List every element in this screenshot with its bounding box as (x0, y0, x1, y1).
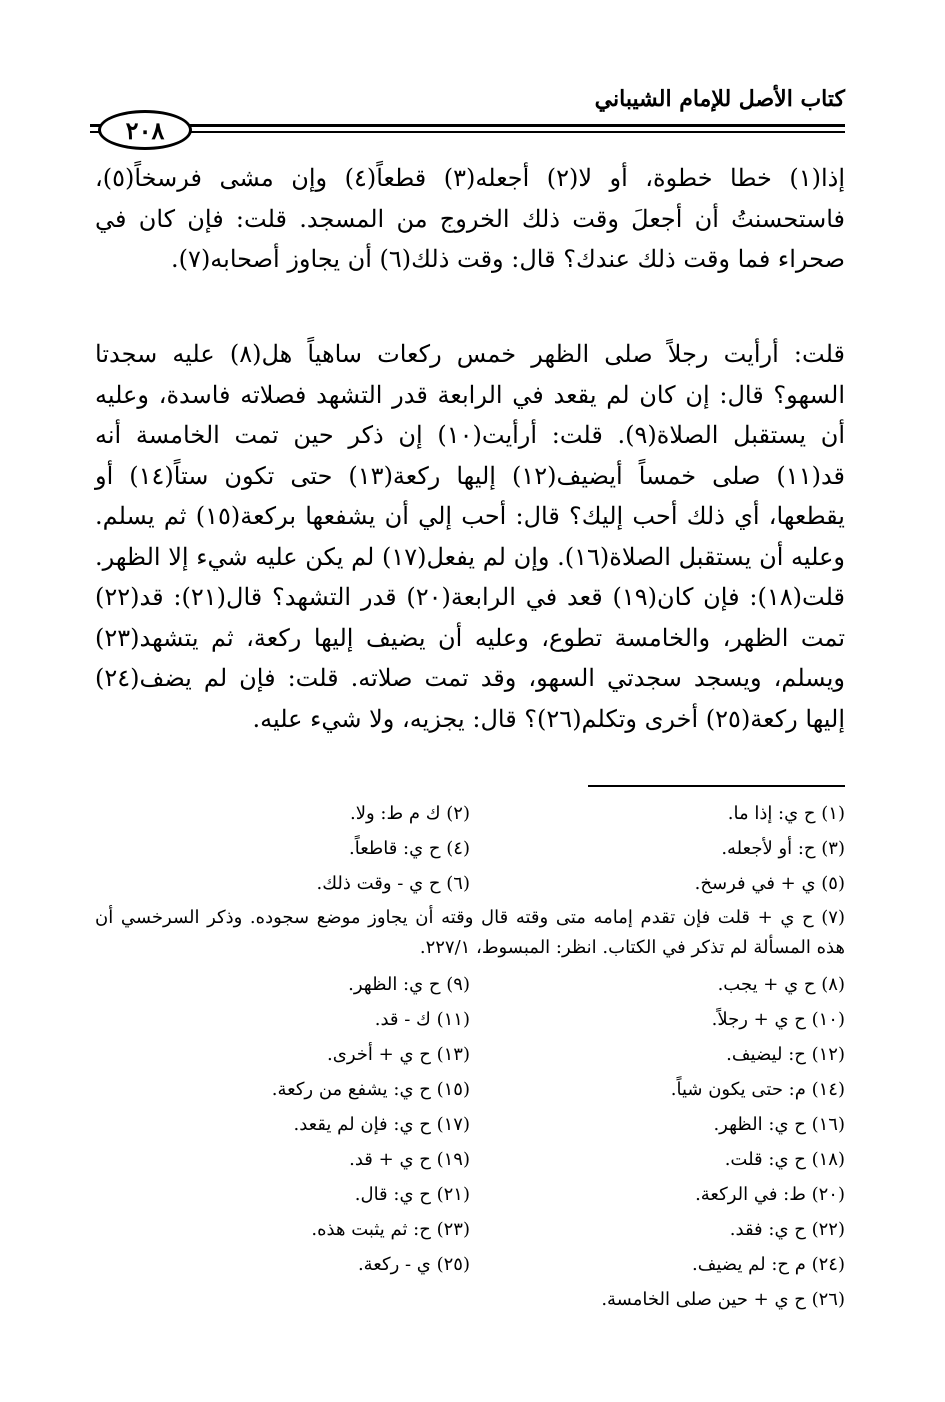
footnote-10: (١٠) ح ي + رجلاً. (711, 1009, 845, 1030)
footnote-row (95, 1247, 845, 1282)
header-rule (90, 124, 845, 127)
footnote-7: (٧) ح ي + قلت فإن تقدم إمامه متى وقته قال وقته أن يجاوز موضع سجوده. وذكر السرخسي أن هذه المسألة لم تذكر في الكتاب. انظر: المبسوط، ٢٢٧/١. (95, 907, 845, 958)
footnote-1: (١) ح ي: إذا ما. (727, 803, 845, 824)
footnote-row (95, 1282, 845, 1317)
footnote-14: (١٤) م: حتى يكون شياً. (670, 1079, 845, 1100)
paragraph-1 (95, 158, 845, 280)
footnote-21: (٢١) ح ي: قال. (354, 1184, 470, 1205)
footnote-row (95, 866, 845, 901)
footnote-18: (١٨) ح ي: قلت. (724, 1149, 845, 1170)
footnote-25: (٢٥) ي - ركعة. (357, 1254, 470, 1275)
footnote-3: (٣) ح: أو لأجعله. (721, 838, 845, 859)
paragraph-2 (95, 334, 845, 739)
footnote-23: (٢٣) ح: ثم يثبت هذه. (311, 1219, 470, 1240)
footnote-row (95, 967, 845, 1002)
footnote-row (95, 1037, 845, 1072)
footnote-15: (١٥) ح ي: يشفع من ركعة. (271, 1079, 470, 1100)
footnote-9: (٩) ح ي: الظهر. (348, 974, 470, 995)
footnote-19: (١٩) ح ي + قد. (349, 1149, 470, 1170)
footnote-empty (95, 1282, 470, 1317)
footnote-4: (٤) ح ي: قاطعاً. (349, 838, 470, 859)
footnote-separator (588, 785, 845, 787)
footnote-row (95, 1212, 845, 1247)
book-title: كتاب الأصل للإمام الشيباني (594, 86, 845, 112)
footnotes (95, 796, 845, 1317)
paragraph-1-text: إذا(١) خطا خطوة، أو لا(٢) أجعله(٣) قطعاً(٤) وإن مشى فرسخاً(٥)، فاستحسنتُ أن أجعلَ وقت ذلك الخروج من المسجد. قلت: فإن كان في صحراء فما وقت ذلك عندك؟ قال: وقت ذلك(٦) أن يجاوز أصحابه(٧). (95, 164, 845, 273)
footnote-row (95, 831, 845, 866)
footnote-row (95, 1142, 845, 1177)
footnote-24: (٢٤) م ح: لم يضيف. (692, 1254, 845, 1275)
header-rule-thin (90, 131, 845, 133)
page-header (90, 84, 845, 144)
footnote-13: (١٣) ح ي + أخرى. (327, 1044, 470, 1065)
footnote-2: (٢) ك م ط: ولا. (350, 803, 470, 824)
paragraph-2-text: قلت: أرأيت رجلاً صلى الظهر خمس ركعات ساهياً هل(٨) عليه سجدتا السهو؟ قال: إن كان لم يقعد في الرابعة قدر التشهد فصلاته فاسدة، وعليه أن يستقبل الصلاة(٩). قلت: أرأيت(١٠) إن ذكر حين تمت الخامسة أنه قد(١١) صلى خمساً أيضيف(١٢) إليها ركعة(١٣) حتى تكون ستاً(١٤) أو يقطعها، أي ذلك أحب إليك؟ قال: أحب إلي أن يشفعها بركعة(١٥) ثم يسلم. وعليه أن يستقبل الصلاة(١٦). وإن لم يفعل(١٧) لم يكن عليه شيء إلا الظهر. قلت(١٨): فإن كان(١٩) قعد في الرابعة(٢٠) قدر التشهد؟ قال(٢١): قد(٢٢) تمت الظهر، والخامسة تطوع، وعليه أن يضيف إليها ركعة، ثم يتشهد(٢٣) ويسلم، ويسجد سجدتي السهو، وقد تمت صلاته. قلت: فإن لم يضف(٢٤) إليها ركعة(٢٥) أخرى وتكلم(٢٦)؟ قال: يجزيه، ولا شيء عليه. (95, 340, 846, 733)
footnote-22: (٢٢) ح ي: فقد. (729, 1219, 845, 1240)
footnote-row (95, 796, 845, 831)
page-number: ٢٠٨ (98, 110, 192, 150)
footnote-row (95, 1002, 845, 1037)
footnote-row (95, 1177, 845, 1212)
footnote-16: (١٦) ح ي: الظهر. (713, 1114, 845, 1135)
footnote-8: (٨) ح ي + يجب. (717, 974, 845, 995)
footnote-6: (٦) ح ي - وقت ذلك. (316, 873, 470, 894)
footnote-row (95, 1107, 845, 1142)
footnote-12: (١٢) ح: ليضيف. (726, 1044, 845, 1065)
footnote-26: (٢٦) ح ي + حين صلى الخامسة. (601, 1289, 845, 1310)
footnote-row (95, 1072, 845, 1107)
footnote-20: (٢٠) ط: في الركعة. (695, 1184, 845, 1205)
footnote-11: (١١) ك - قد. (374, 1009, 470, 1030)
footnote-5: (٥) ي + في فرسخ. (694, 873, 845, 894)
footnote-17: (١٧) ح ي: فإن لم يقعد. (293, 1114, 470, 1135)
